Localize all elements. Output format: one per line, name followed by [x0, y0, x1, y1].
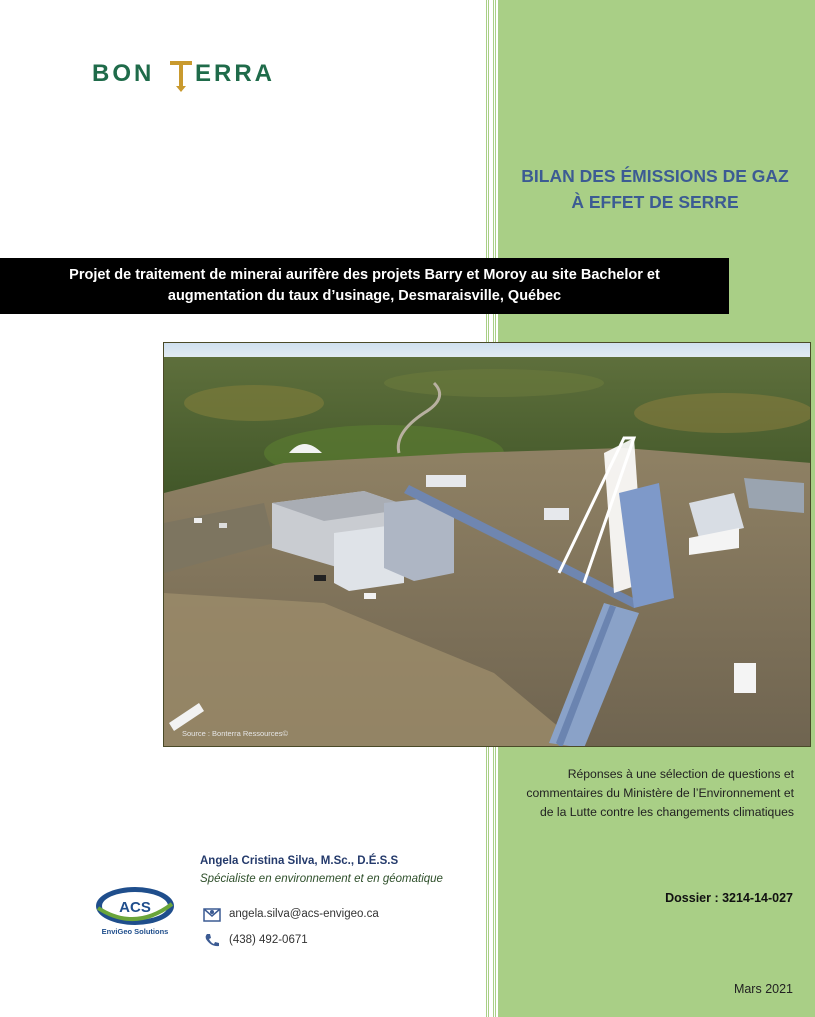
responses-line3: de la Lutte contre les changements climatiques — [539, 805, 794, 819]
author-email[interactable]: angela.silva@acs-envigeo.ca — [229, 908, 379, 920]
bonterra-logo — [92, 54, 292, 94]
acs-logo-subtitle: EnviGeo Solutions — [101, 927, 169, 936]
responses-line1: Réponses à une sélection de questions et — [567, 767, 794, 781]
logo-text-left: BON — [92, 60, 155, 87]
logo-text-right: ERRA — [195, 60, 276, 87]
report-date: Mars 2021 — [733, 982, 793, 996]
project-title-line1: Projet de traitement de minerai aurifère des projets Barry et Moroy au site Bachelor et — [69, 267, 660, 283]
site-photo — [163, 342, 811, 747]
project-title-line2: augmentation du taux d’usinage, Desmaraisville, Québec — [167, 288, 562, 304]
responses-summary — [500, 765, 794, 822]
dossier-number: Dossier : 3214-14-027 — [665, 891, 793, 905]
email-icon — [203, 906, 221, 922]
photo-source-caption: Source : Bonterra Ressources© — [182, 729, 288, 738]
contact-phone-row — [203, 932, 308, 948]
report-title-line1: BILAN DES ÉMISSIONS DE GAZ — [521, 166, 789, 186]
acs-logo-text: ACS — [119, 899, 151, 916]
acs-envigeo-logo — [94, 884, 176, 938]
author-name: Angela Cristina Silva, M.Sc., D.É.S.S — [200, 855, 399, 867]
report-title — [500, 163, 810, 215]
phone-icon — [203, 932, 221, 948]
author-phone: (438) 492-0671 — [229, 934, 308, 946]
project-title-bar — [0, 258, 729, 314]
author-role: Spécialiste en environnement et en géomatique — [200, 873, 443, 885]
mine-site-illustration — [164, 343, 811, 747]
contact-email-row — [203, 906, 379, 922]
responses-line2: commentaires du Ministère de l’Environnement et — [526, 786, 794, 800]
report-title-line2: À EFFET DE SERRE — [571, 192, 739, 212]
